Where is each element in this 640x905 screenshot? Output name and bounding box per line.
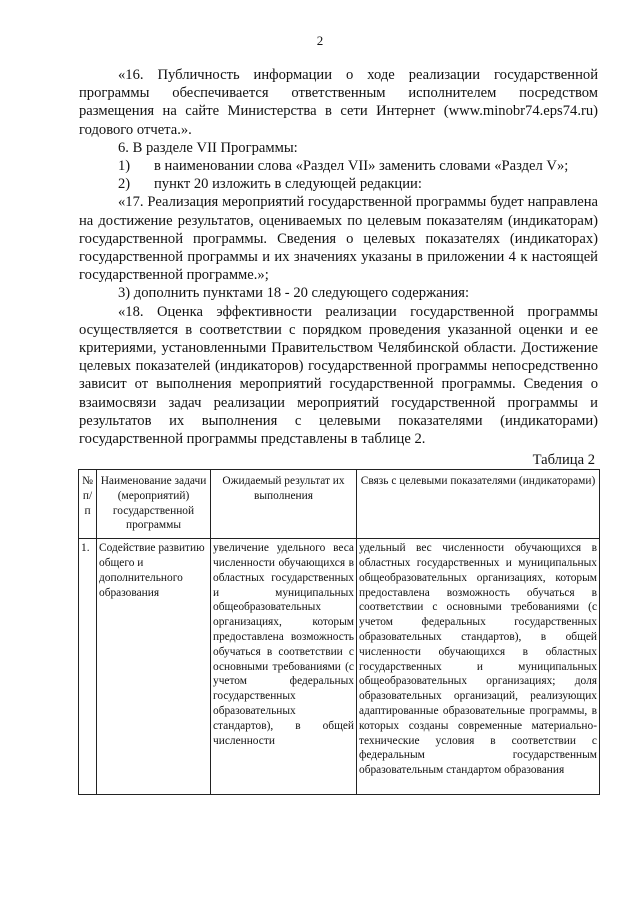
list-item-2 — [79, 175, 598, 193]
page-number: 2 — [316, 33, 324, 48]
list-item-1 — [79, 157, 598, 175]
header-result: Ожидаемый результат их выполнения — [211, 470, 357, 539]
list-item-text: в наименовании слова «Раздел VII» заменить словами «Раздел V»; — [154, 158, 569, 175]
cell-task: Содействие развитию общего и дополнительного образования — [97, 539, 211, 795]
table-caption: Таблица 2 — [532, 452, 595, 468]
document-body — [79, 66, 598, 448]
paragraph-section-vii: 6. В разделе VII Программы: — [118, 139, 298, 156]
cell-result: увеличение удельного веса численности обучающихся в областных государственных и муниципальных общеобразовательных организациях, которым предоставлена возможность обучаться в соответствии с основными требованиями (с учетом федеральных государственных образовательных стандартов), в общей численности — [211, 539, 357, 795]
cell-indicators: удельный вес численности обучающихся в областных государственных и муниципальных общеобразовательных организациях, которым предоставлена возможность обучаться в соответствии с основными требованиями (с учетом федеральных государственных образовательных стандартов), в общей численности обучающихся в областных государственных и муниципальных общеобразовательных организациях; доля образовательных организаций, реализующих адаптированные образовательные программы, в которых созданы современные материально-технические условия в соответствии с федеральным государственным образовательным стандартом образования — [357, 539, 600, 795]
paragraph-add-points: 3) дополнить пунктами 18 - 20 следующего содержания: — [118, 285, 470, 302]
header-indicators: Связь с целевыми показателями (индикаторами) — [357, 470, 600, 539]
tasks-results-table — [78, 469, 600, 795]
header-number: № п/п — [79, 470, 97, 539]
paragraph-16: «16. Публичность информации о ходе реализации государственной программы обеспечивается ответственным исполнителем посредством размещения на сайте Министерства в сети Интернет (www.minobr74.eps74.ru) годового отчета.». — [79, 67, 598, 138]
paragraph-18: «18. Оценка эффективности реализации государственной программы осуществляется в соответствии с порядком проведения указанной оценки и ее критериями, установленными Правительством Челябинской области. Достижение целевых показателей (индикаторов) государственной программы непосредственно зависит от выполнения мероприятий государственной программы. Сведения о взаимосвязи задач реализации мероприятий государственной программы и результатов их выполнения с целевыми показателями (индикаторами) государственной программы представлены в таблице 2. — [79, 303, 598, 448]
table-header-row — [79, 470, 600, 539]
paragraph-17: «17. Реализация мероприятий государственной программы будет направлена на достижение результатов, оцениваемых по целевым показателям (индикаторам) государственной программы. Сведения о целевых показателях (индикаторах) государственной программы и их значениях указаны в приложении 4 к настоящей государственной программе.»; — [79, 194, 598, 284]
list-item-number: 2) — [118, 176, 131, 193]
list-item-number: 1) — [118, 158, 131, 175]
table-row — [79, 539, 600, 795]
header-task: Наименование задачи (мероприятий) государственной программы — [97, 470, 211, 539]
list-item-text: пункт 20 изложить в следующей редакции: — [154, 176, 422, 193]
cell-number: 1. — [79, 539, 97, 795]
